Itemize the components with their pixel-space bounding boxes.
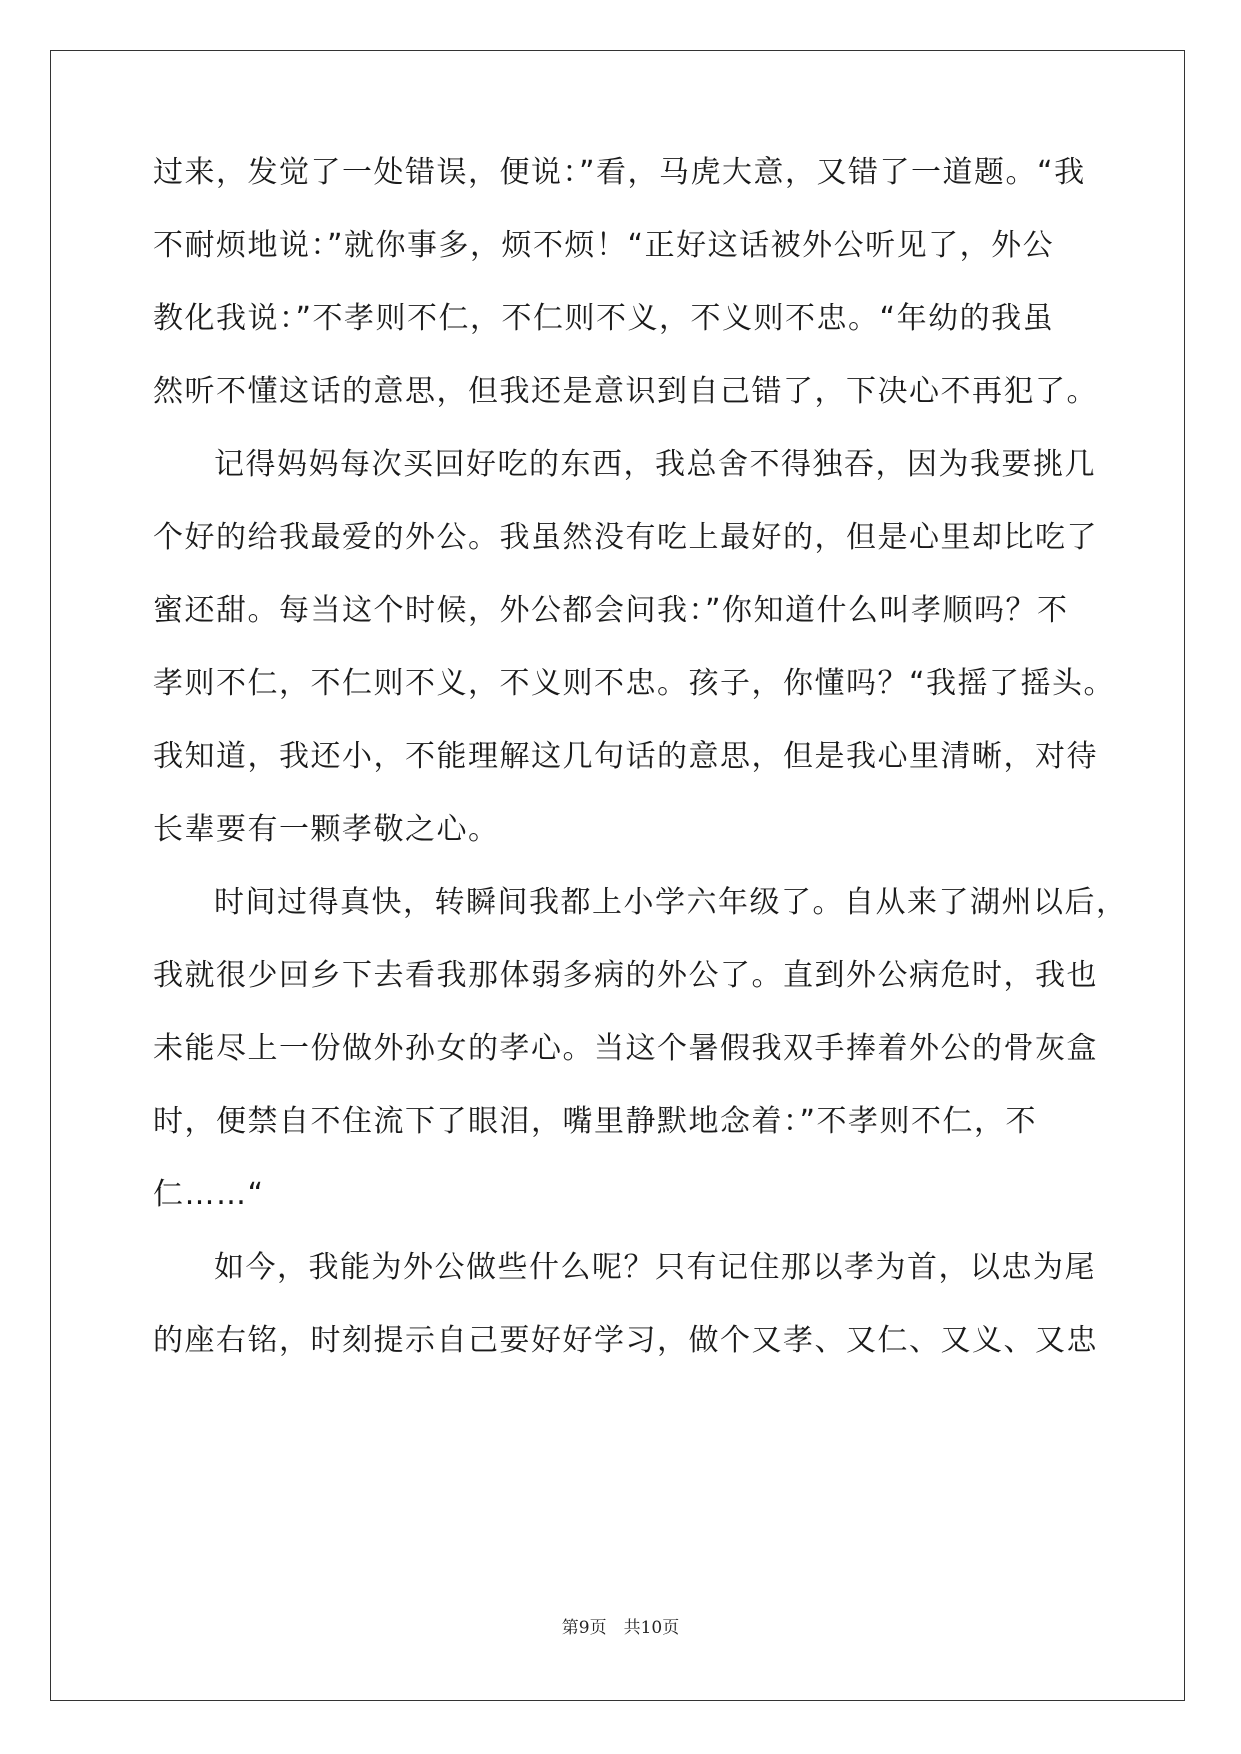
text-line: 仁……“ [153,1177,265,1212]
text-line: 个好的给我最爱的外公。我虽然没有吃上最好的，但是心里却比吃了 [153,520,1098,555]
text-line: 过来，发觉了一处错误，便说：”看，马虎大意，又错了一道题。“我 [153,155,1086,190]
text-line: 蜜还甜。每当这个时候，外公都会问我：”你知道什么叫孝顺吗？不 [153,593,1069,628]
text-line: 未能尽上一份做外孙女的孝心。当这个暑假我双手捧着外公的骨灰盒 [153,1031,1098,1066]
page-number-footer: 第9页 共10页 [561,1618,680,1638]
text-line: 长辈要有一颗孝敬之心。 [153,812,500,847]
paragraph-first-line: 记得妈妈每次买回好吃的东西，我总舍不得独吞，因为我要挑几 [214,447,1096,482]
text-line: 孝则不仁，不仁则不义，不义则不忠。孩子，你懂吗？“我摇了摇头。 [153,666,1116,701]
page-border [50,50,1185,1701]
paragraph-first-line: 时间过得真快，转瞬间我都上小学六年级了。自从来了湖州以后， [214,885,1128,920]
text-line: 不耐烦地说：”就你事多，烦不烦！“正好这话被外公听见了，外公 [153,228,1055,263]
text-line: 我就很少回乡下去看我那体弱多病的外公了。直到外公病危时，我也 [153,958,1098,993]
text-line: 的座右铭，时刻提示自己要好好学习，做个又孝、又仁、又义、又忠 [153,1323,1098,1358]
paragraph-first-line: 如今，我能为外公做些什么呢？只有记住那以孝为首，以忠为尾 [214,1250,1096,1285]
text-line: 我知道，我还小，不能理解这几句话的意思，但是我心里清晰，对待 [153,739,1098,774]
text-line: 时，便禁自不住流下了眼泪，嘴里静默地念着：”不孝则不仁，不 [153,1104,1038,1139]
text-line: 然听不懂这话的意思，但我还是意识到自己错了，下决心不再犯了。 [153,374,1098,409]
text-line: 教化我说：”不孝则不仁，不仁则不义，不义则不忠。“年幼的我虽 [153,301,1055,336]
